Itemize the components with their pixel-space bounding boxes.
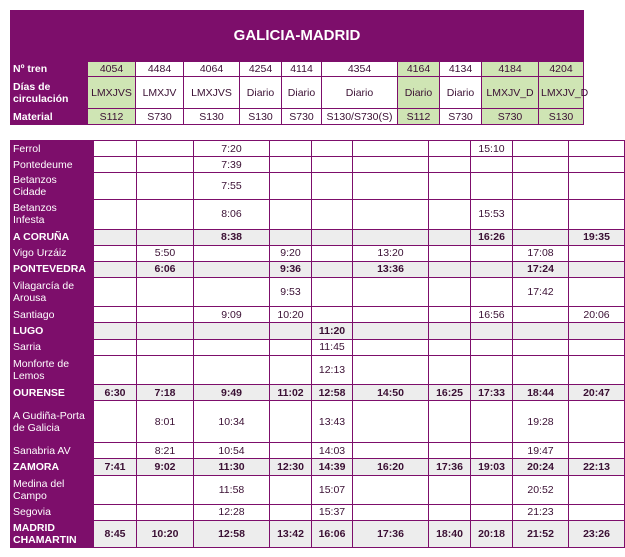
time-cell [429,278,471,307]
time-cell [94,401,137,443]
time-cell [94,339,137,355]
time-cell: 7:41 [94,459,137,475]
time-cell [513,355,569,384]
train-number-cell: 4354 [322,62,398,77]
service-days-cell: LMXJV_D [539,77,584,109]
time-cell: 15:10 [471,141,513,157]
time-cell [194,245,270,261]
time-cell: 20:18 [471,520,513,547]
time-cell [471,245,513,261]
time-cell [353,173,429,200]
time-cell [270,141,312,157]
time-cell: 17:08 [513,245,569,261]
train-number-cell: 4204 [539,62,584,77]
rolling-stock-cell: S130 [184,109,240,125]
time-cell [94,157,137,173]
time-cell [429,229,471,245]
time-cell [137,355,194,384]
time-cell [270,475,312,504]
time-cell [270,355,312,384]
service-days-cell: Diario [322,77,398,109]
time-cell: 21:52 [513,520,569,547]
time-cell [569,401,625,443]
time-cell: 17:42 [513,278,569,307]
service-days-cell: LMXJV [136,77,184,109]
station-name: Pontedeume [11,157,94,173]
station-row [11,520,625,547]
time-cell [429,261,471,277]
time-cell [429,401,471,443]
time-cell: 9:09 [194,307,270,323]
title-row [11,11,584,62]
service-days-cell: LMXJV_D [482,77,539,109]
time-cell: 20:06 [569,307,625,323]
time-cell [569,173,625,200]
time-cell: 18:40 [429,520,471,547]
time-cell [94,200,137,229]
schedule-table [10,140,625,548]
train-number-label: Nº tren [11,62,88,77]
time-cell [270,443,312,459]
rolling-stock-cell: S730 [136,109,184,125]
time-cell [513,323,569,339]
time-cell [429,245,471,261]
timetable-body [10,140,610,548]
time-cell [353,307,429,323]
time-cell [569,245,625,261]
time-cell [137,278,194,307]
time-cell [94,245,137,261]
station-row [11,141,625,157]
time-cell [429,307,471,323]
station-row [11,475,625,504]
time-cell [569,475,625,504]
time-cell: 16:56 [471,307,513,323]
time-cell: 11:02 [270,384,312,400]
time-cell: 7:18 [137,384,194,400]
time-cell: 10:20 [270,307,312,323]
rolling-stock-cell: S112 [398,109,440,125]
time-cell [137,141,194,157]
station-row [11,355,625,384]
time-cell [513,307,569,323]
time-cell: 11:58 [194,475,270,504]
time-cell [353,323,429,339]
time-cell [270,504,312,520]
station-name: Segovia [11,504,94,520]
time-cell: 10:34 [194,401,270,443]
time-cell: 11:45 [312,339,353,355]
station-name: Santiago [11,307,94,323]
time-cell [94,475,137,504]
time-cell: 8:01 [137,401,194,443]
time-cell [137,475,194,504]
station-name: Sarria [11,339,94,355]
station-name: Betanzos Cidade [11,173,94,200]
time-cell [353,475,429,504]
time-cell [429,323,471,339]
time-cell [471,401,513,443]
time-cell [270,200,312,229]
rolling-stock-cell: S130/S730(S) [322,109,398,125]
time-cell: 16:20 [353,459,429,475]
time-cell [137,307,194,323]
time-cell [429,443,471,459]
train-number-cell: 4054 [88,62,136,77]
service-days-cell: Diario [440,77,482,109]
major-station-name: ZAMORA [11,459,94,475]
time-cell [270,173,312,200]
rolling-stock-cell: S730 [482,109,539,125]
time-cell [513,141,569,157]
time-cell [94,173,137,200]
time-cell: 12:30 [270,459,312,475]
time-cell [429,355,471,384]
service-days-cell: Diario [282,77,322,109]
service-days-cell: LMXJVS [184,77,240,109]
time-cell: 8:21 [137,443,194,459]
time-cell: 11:20 [312,323,353,339]
train-number-cell: 4164 [398,62,440,77]
time-cell [471,157,513,173]
time-cell [353,443,429,459]
time-cell [353,504,429,520]
time-cell [471,261,513,277]
station-name: A Gudiña-Porta de Galicia [11,401,94,443]
time-cell [94,504,137,520]
time-cell [569,504,625,520]
page-title: GALICIA-MADRID [11,11,584,62]
time-cell [353,200,429,229]
time-cell: 9:49 [194,384,270,400]
time-cell [429,141,471,157]
train-number-cell: 4484 [136,62,184,77]
time-cell: 15:37 [312,504,353,520]
major-station-name: LUGO [11,323,94,339]
rolling-stock-cell: S112 [88,109,136,125]
time-cell [569,355,625,384]
major-station-name: PONTEVEDRA [11,261,94,277]
time-cell [513,229,569,245]
time-cell [569,339,625,355]
time-cell [194,278,270,307]
time-cell: 9:20 [270,245,312,261]
time-cell [569,323,625,339]
major-station-name: A CORUÑA [11,229,94,245]
time-cell [353,141,429,157]
time-cell: 12:13 [312,355,353,384]
time-cell [353,355,429,384]
time-cell: 19:28 [513,401,569,443]
time-cell [471,475,513,504]
time-cell: 5:50 [137,245,194,261]
time-cell [471,323,513,339]
time-cell: 13:20 [353,245,429,261]
time-cell: 8:06 [194,200,270,229]
time-cell [270,401,312,443]
station-row [11,157,625,173]
time-cell: 12:28 [194,504,270,520]
time-cell [137,339,194,355]
time-cell: 19:35 [569,229,625,245]
station-name: Betanzos Infesta [11,200,94,229]
time-cell [94,443,137,459]
time-cell: 13:42 [270,520,312,547]
time-cell [137,157,194,173]
rolling-stock-cell: S730 [440,109,482,125]
time-cell [513,157,569,173]
time-cell: 18:44 [513,384,569,400]
time-cell [312,307,353,323]
time-cell [137,323,194,339]
station-row [11,504,625,520]
time-cell [353,229,429,245]
time-cell [94,307,137,323]
service-days-cell: Diario [240,77,282,109]
timetable-header [10,10,589,124]
time-cell [471,443,513,459]
time-cell: 23:26 [569,520,625,547]
station-row [11,384,625,400]
time-cell: 17:24 [513,261,569,277]
time-cell [471,278,513,307]
rolling-stock-cell: S730 [282,109,322,125]
service-days-row [11,77,584,109]
time-cell: 15:53 [471,200,513,229]
time-cell [94,355,137,384]
time-cell [312,141,353,157]
station-row [11,261,625,277]
time-cell: 9:02 [137,459,194,475]
rolling-stock-cell: S130 [539,109,584,125]
service-days-cell: LMXJVS [88,77,136,109]
time-cell [471,339,513,355]
time-cell: 17:33 [471,384,513,400]
time-cell: 20:24 [513,459,569,475]
time-cell: 13:43 [312,401,353,443]
time-cell [569,278,625,307]
time-cell [312,200,353,229]
time-cell [429,200,471,229]
time-cell [353,278,429,307]
train-number-row [11,62,584,77]
station-name: Medina del Campo [11,475,94,504]
time-cell: 16:26 [471,229,513,245]
time-cell [194,323,270,339]
time-cell: 10:54 [194,443,270,459]
station-name: Vigo Urzáiz [11,245,94,261]
station-row [11,245,625,261]
time-cell [194,339,270,355]
time-cell [429,339,471,355]
time-cell: 19:47 [513,443,569,459]
time-cell: 11:30 [194,459,270,475]
train-number-cell: 4114 [282,62,322,77]
time-cell [194,355,270,384]
time-cell: 8:38 [194,229,270,245]
time-cell [194,261,270,277]
rolling-stock-cell: S130 [240,109,282,125]
time-cell [270,339,312,355]
time-cell [513,173,569,200]
station-name: Vilagarcía de Arousa [11,278,94,307]
time-cell [513,200,569,229]
time-cell [137,229,194,245]
time-cell [137,200,194,229]
time-cell: 14:50 [353,384,429,400]
time-cell [569,200,625,229]
station-name: Monforte de Lemos [11,355,94,384]
service-days-cell: Diario [398,77,440,109]
time-cell [312,157,353,173]
time-cell: 16:25 [429,384,471,400]
time-cell [270,323,312,339]
time-cell [353,401,429,443]
rolling-stock-row [11,109,584,125]
time-cell [353,339,429,355]
time-cell [312,229,353,245]
service-days-label: Días de circulación [11,77,88,109]
time-cell [569,141,625,157]
time-cell [94,229,137,245]
time-cell [94,278,137,307]
time-cell [137,173,194,200]
major-station-name: MADRID CHAMARTIN [11,520,94,547]
time-cell: 17:36 [353,520,429,547]
time-cell: 20:47 [569,384,625,400]
rolling-stock-label: Material [11,109,88,125]
station-name: Ferrol [11,141,94,157]
time-cell: 7:55 [194,173,270,200]
time-cell: 13:36 [353,261,429,277]
time-cell: 6:30 [94,384,137,400]
station-row [11,443,625,459]
time-cell [569,261,625,277]
time-cell: 6:06 [137,261,194,277]
time-cell [312,245,353,261]
time-cell: 10:20 [137,520,194,547]
time-cell: 12:58 [312,384,353,400]
time-cell: 17:36 [429,459,471,475]
time-cell: 21:23 [513,504,569,520]
time-cell: 20:52 [513,475,569,504]
station-row [11,401,625,443]
station-row [11,323,625,339]
train-number-cell: 4064 [184,62,240,77]
time-cell: 14:03 [312,443,353,459]
station-row [11,173,625,200]
time-cell: 7:39 [194,157,270,173]
time-cell: 9:53 [270,278,312,307]
time-cell [137,504,194,520]
train-number-cell: 4134 [440,62,482,77]
time-cell [429,173,471,200]
time-cell [312,261,353,277]
time-cell [471,355,513,384]
station-name: Sanabria AV [11,443,94,459]
time-cell [569,157,625,173]
station-row [11,278,625,307]
time-cell [471,504,513,520]
time-cell: 14:39 [312,459,353,475]
time-cell [471,173,513,200]
time-cell: 16:06 [312,520,353,547]
train-number-cell: 4184 [482,62,539,77]
time-cell: 12:58 [194,520,270,547]
time-cell: 22:13 [569,459,625,475]
time-cell [513,339,569,355]
time-cell [94,141,137,157]
time-cell: 15:07 [312,475,353,504]
major-station-name: OURENSE [11,384,94,400]
station-row [11,200,625,229]
time-cell [94,323,137,339]
time-cell [270,229,312,245]
station-row [11,307,625,323]
station-row [11,459,625,475]
time-cell [429,475,471,504]
time-cell [94,261,137,277]
time-cell [429,157,471,173]
time-cell: 8:45 [94,520,137,547]
time-cell [429,504,471,520]
train-number-cell: 4254 [240,62,282,77]
time-cell: 19:03 [471,459,513,475]
time-cell [312,278,353,307]
time-cell [270,157,312,173]
time-cell [569,443,625,459]
station-row [11,339,625,355]
station-row [11,229,625,245]
time-cell [353,157,429,173]
header-table [10,10,589,125]
time-cell: 7:20 [194,141,270,157]
time-cell: 9:36 [270,261,312,277]
time-cell [312,173,353,200]
